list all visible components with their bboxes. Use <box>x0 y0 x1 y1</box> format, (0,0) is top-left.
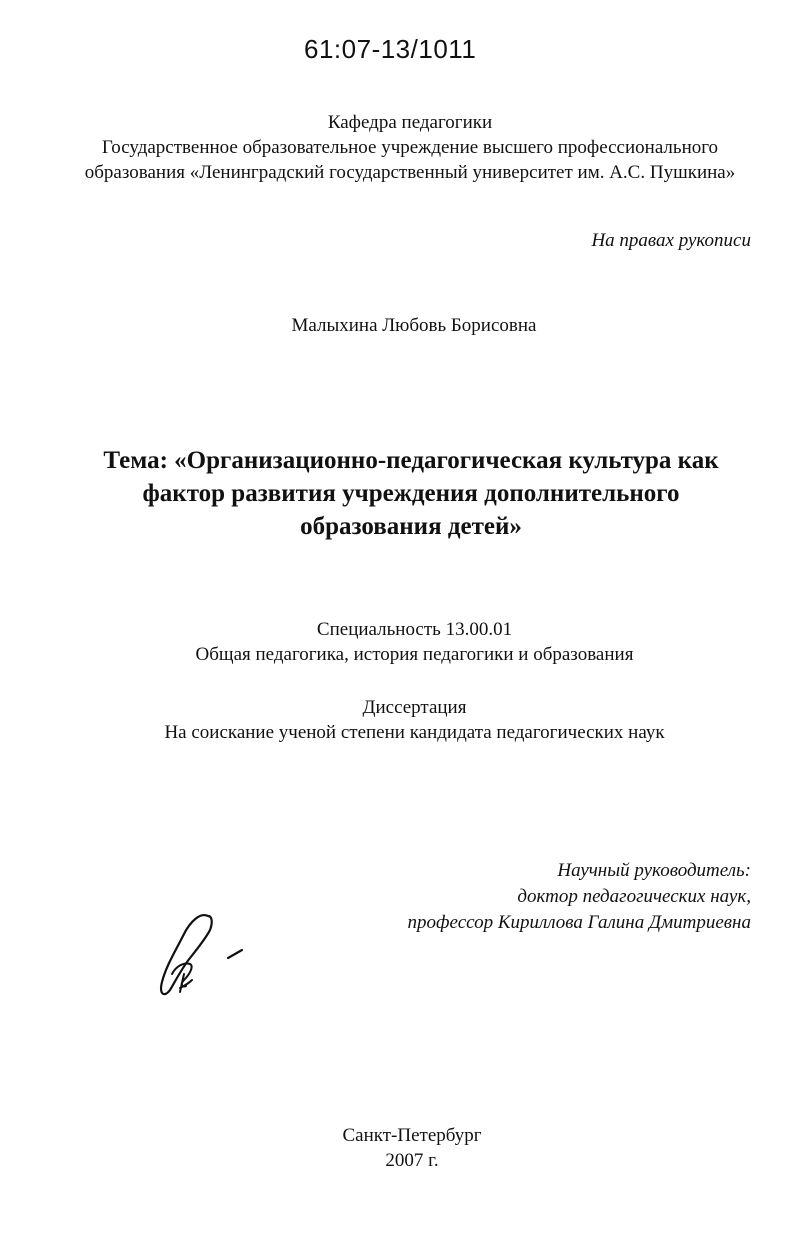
thesis-title-line-1: Тема: «Организационно-педагогическая культура как <box>103 447 719 474</box>
specialty-name: Общая педагогика, история педагогики и образования <box>195 644 634 665</box>
thesis-title-line-2: фактор развития учреждения дополнительного <box>142 480 680 507</box>
degree-line: На соискание ученой степени кандидата педагогических наук <box>164 722 665 743</box>
institution-line-2: образования «Ленинградский государственный университет им. А.С. Пушкина» <box>84 162 736 183</box>
supervisor-block <box>408 858 751 936</box>
year: 2007 г. <box>385 1150 439 1171</box>
department-name: Кафедра педагогики <box>327 112 493 133</box>
specialty-code: Специальность 13.00.01 <box>316 619 513 640</box>
handwritten-signature-icon <box>150 908 250 1004</box>
institution-header <box>40 110 780 185</box>
footer-block <box>40 1123 784 1173</box>
institution-line-1: Государственное образовательное учреждение высшего профессионального <box>101 137 719 158</box>
supervisor-label: Научный руководитель: <box>557 860 751 881</box>
manuscript-note: На правах рукописи <box>591 230 751 251</box>
catalog-number: 61:07-13/1011 <box>304 34 477 64</box>
signature-stroke-main <box>161 915 212 994</box>
city: Санкт-Петербург <box>342 1125 482 1146</box>
thesis-title-line-3: образования детей» <box>300 513 522 540</box>
supervisor-degree: доктор педагогических наук, <box>517 886 751 907</box>
thesis-title <box>40 444 782 543</box>
signature-dash <box>228 950 242 958</box>
author-name: Малыхина Любовь Борисовна <box>291 315 537 336</box>
dissertation-block <box>40 695 789 745</box>
dissertation-label: Диссертация <box>362 697 467 718</box>
supervisor-name: профессор Кириллова Галина Дмитриевна <box>407 912 751 933</box>
specialty-block <box>40 617 789 667</box>
